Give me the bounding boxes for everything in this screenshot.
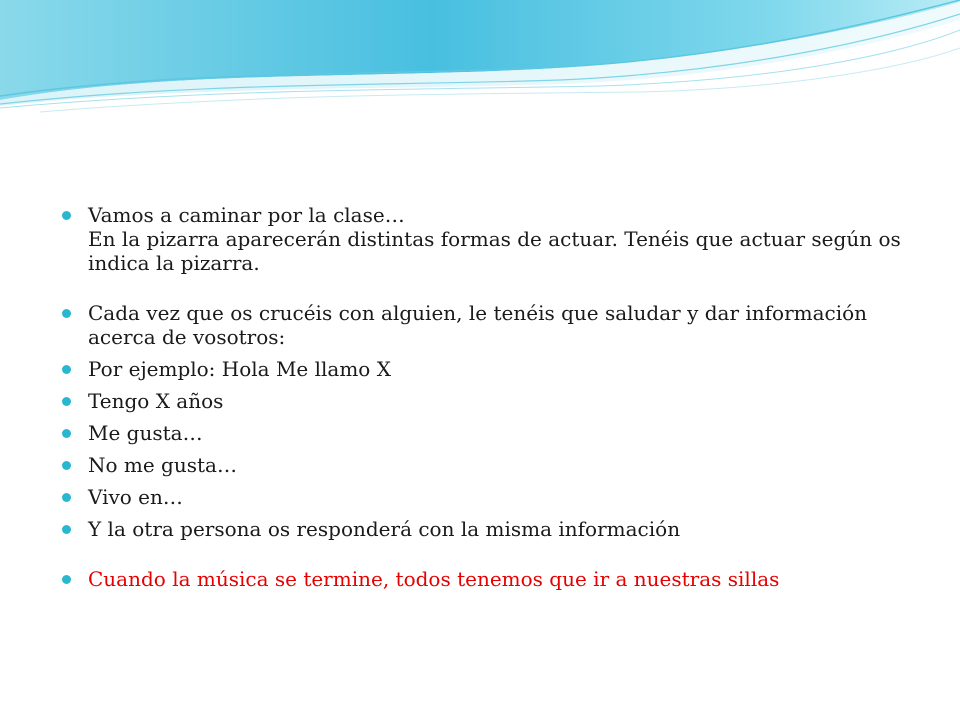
bullet-text: No me gusta… bbox=[88, 453, 237, 477]
bullet-item bbox=[62, 301, 922, 349]
bullet-icon bbox=[62, 525, 71, 534]
bullet-icon bbox=[62, 397, 71, 406]
bullet-line: En la pizarra aparecerán distintas formas de actuar. Tenéis que actuar según os indica la pizarra. bbox=[88, 227, 901, 275]
bullet-item bbox=[62, 453, 922, 477]
bullet-icon bbox=[62, 365, 71, 374]
bullet-item bbox=[62, 421, 922, 445]
bullet-icon bbox=[62, 429, 71, 438]
bullet-text bbox=[88, 203, 922, 275]
bullet-icon bbox=[62, 493, 71, 502]
bullet-item bbox=[62, 203, 922, 275]
bullet-item bbox=[62, 389, 922, 413]
bullet-list bbox=[62, 203, 922, 599]
bullet-icon bbox=[62, 309, 71, 318]
bullet-text: Cada vez que os crucéis con alguien, le tenéis que saludar y dar información acerca de vosotros: bbox=[88, 301, 868, 349]
bullet-item bbox=[62, 485, 922, 509]
bullet-line: Vamos a caminar por la clase… bbox=[88, 203, 405, 227]
bullet-text: Por ejemplo: Hola Me llamo X bbox=[88, 357, 391, 381]
bullet-icon bbox=[62, 575, 71, 584]
bullet-text: Tengo X años bbox=[88, 389, 224, 413]
bullet-icon bbox=[62, 461, 71, 470]
header-wave-decoration bbox=[0, 0, 960, 130]
bullet-text: Me gusta… bbox=[88, 421, 203, 445]
bullet-text: Y la otra persona os responderá con la misma información bbox=[88, 517, 681, 541]
bullet-item bbox=[62, 517, 922, 541]
bullet-text: Cuando la música se termine, todos tenemos que ir a nuestras sillas bbox=[88, 567, 780, 591]
bullet-item-highlight bbox=[62, 567, 922, 591]
bullet-icon bbox=[62, 211, 71, 220]
bullet-text: Vivo en… bbox=[88, 485, 183, 509]
bullet-item bbox=[62, 357, 922, 381]
